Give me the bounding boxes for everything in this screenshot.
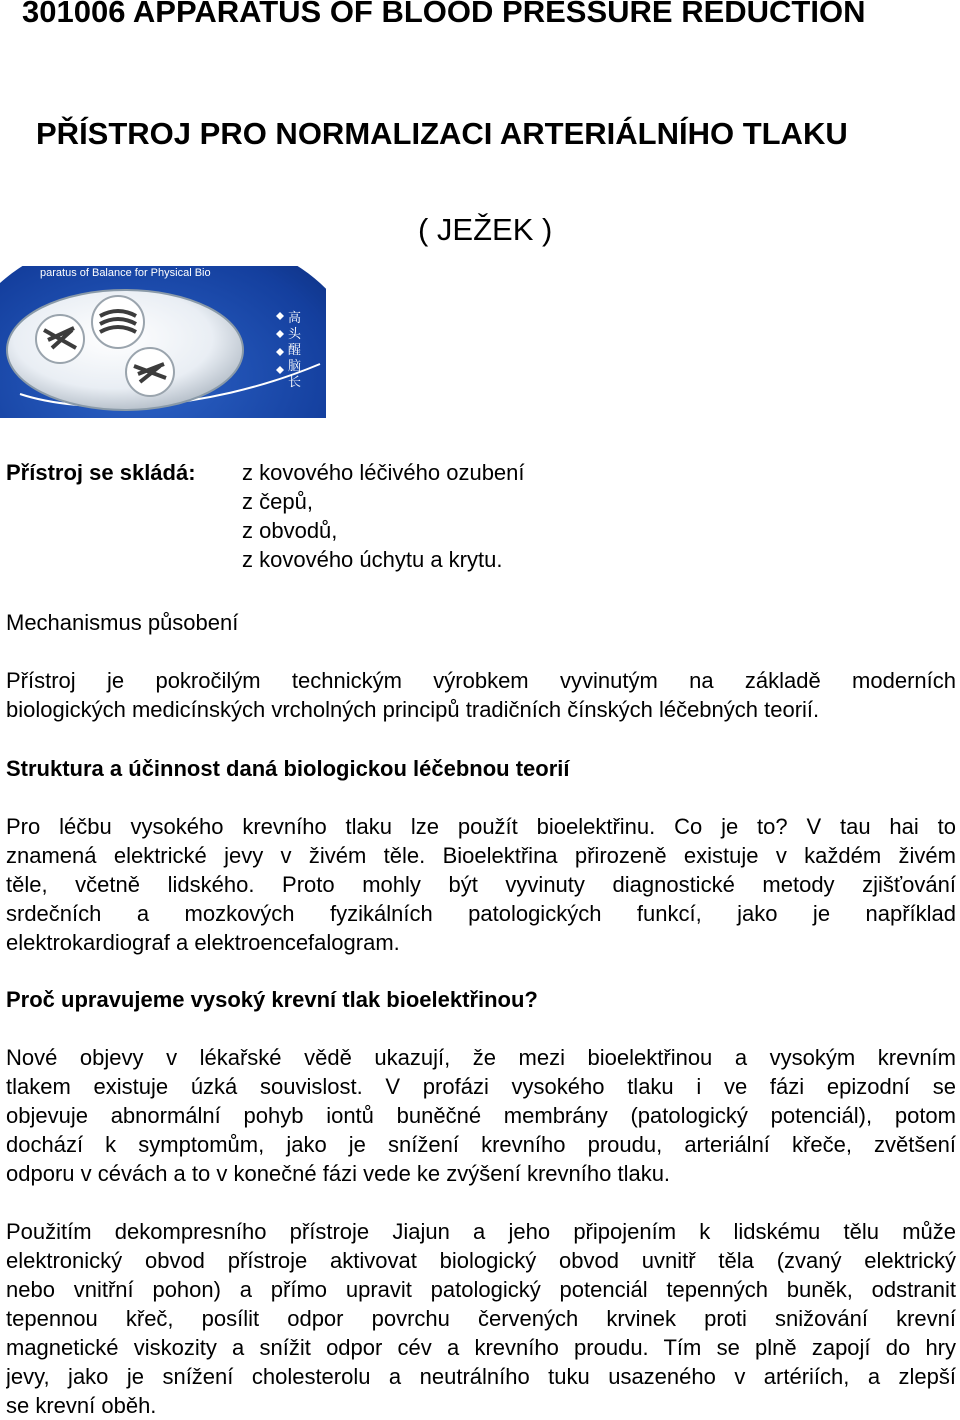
paragraph-mechanism — [6, 666, 956, 724]
paragraph-structure — [6, 812, 956, 957]
composition-item: z kovového léčivého ozubení — [242, 460, 525, 485]
composition-label: Přístroj se skládá: — [6, 460, 196, 485]
paragraph-line: se krevní oběh. — [6, 1393, 157, 1418]
section-heading-mechanism: Mechanismus působení — [6, 610, 239, 635]
photo-glyph-5: 长 — [288, 375, 302, 390]
paragraph-line: odporu v cévách a to v konečné fázi vede ke zvýšení krevního tlaku. — [6, 1161, 671, 1186]
paragraph-line: znamená elektrické jevy v živém těle. Bioelektřina přirozeně existuje v každém živém — [6, 843, 956, 868]
paragraph-why — [6, 1043, 956, 1188]
paragraph-line: tepennou křeč, posílit odpor povrchu červených krvinek proti snižování krevní — [6, 1306, 956, 1331]
paragraph-line: těle, včetně lidského. Proto mohly být vyvinuty diagnostické metody zjišťování — [6, 872, 956, 897]
paragraph-line: elektronický obvod přístroje aktivovat biologický obvod uvnitř těla (zvaný elektrický — [6, 1248, 956, 1273]
paragraph-line: srdečních a mozkových fyzikálních patologických funkcí, jako je například — [6, 901, 956, 926]
paragraph-usage — [6, 1217, 956, 1420]
paragraph-line: tlakem existuje úzká souvislost. V profázi vysokého tlaku i ve fázi epizodní se — [6, 1074, 956, 1099]
paragraph-line: magnetické viskozity a snížit odpor cév a krevního proudu. Tím se plně zapojí do hry — [6, 1335, 956, 1360]
paragraph-line: jevy, jako je snížení cholesterolu a neutrálního tuku usazeného v artériích, a zlepší — [6, 1364, 956, 1389]
paragraph-line: dochází k symptomům, jako je snížení krevního proudu, arteriální křeče, zvětšení — [6, 1132, 956, 1157]
photo-caption-1: us of Blood Pre — [92, 248, 196, 264]
paragraph-line: Pro léčbu vysokého krevního tlaku lze použít bioelektřinu. Co je to? V tau hai to — [6, 814, 956, 839]
section-heading-structure: Struktura a účinnost daná biologickou léčebnou teorií — [6, 756, 570, 781]
composition-list — [242, 458, 525, 574]
paragraph-line: objevuje abnormální pohyb iontů buněčné membrány (patologický potenciál), potom — [6, 1103, 956, 1128]
section-heading-why: Proč upravujeme vysoký krevní tlak bioelektřinou? — [6, 987, 538, 1012]
photo-glyph-4: 脑 — [288, 359, 302, 374]
product-photo-graphic — [0, 244, 326, 418]
photo-glyph-1: 高 — [288, 311, 302, 326]
paragraph-line: elektrokardiograf a elektroencefalogram. — [6, 930, 400, 955]
composition-item: z čepů, — [242, 489, 313, 514]
photo-glyph-3: 醒 — [288, 343, 302, 358]
composition-item: z kovového úchytu a krytu. — [242, 547, 503, 572]
document-title: 301006 APPARATUS OF BLOOD PRESSURE REDUCTION — [22, 0, 866, 29]
photo-glyph-2: 头 — [288, 327, 302, 342]
paragraph-line: nebo vnitřní pohon) a přímo upravit patologický potenciál tepenných buněk, odstranit — [6, 1277, 956, 1302]
paragraph-line: Přístroj je pokročilým technickým výrobkem vyvinutým na základě moderních — [6, 668, 956, 693]
paragraph-line: Použitím dekompresního přístroje Jiajun a jeho připojením k lidskému tělu může — [6, 1219, 956, 1244]
product-photo — [0, 244, 326, 418]
paragraph-line: biologických medicínských vrcholných principů tradičních čínských léčebných teorií. — [6, 697, 820, 722]
paragraph-line: Nové objevy v lékařské vědě ukazují, že mezi bioelektřinou a vysokým krevním — [6, 1045, 956, 1070]
document-subtitle: PŘÍSTROJ PRO NORMALIZACI ARTERIÁLNÍHO TLAKU — [36, 116, 848, 151]
photo-caption-2: paratus of Balance for Physical Bio — [40, 267, 211, 279]
composition-item: z obvodů, — [242, 518, 338, 543]
device-nickname: ( JEŽEK ) — [418, 212, 553, 247]
